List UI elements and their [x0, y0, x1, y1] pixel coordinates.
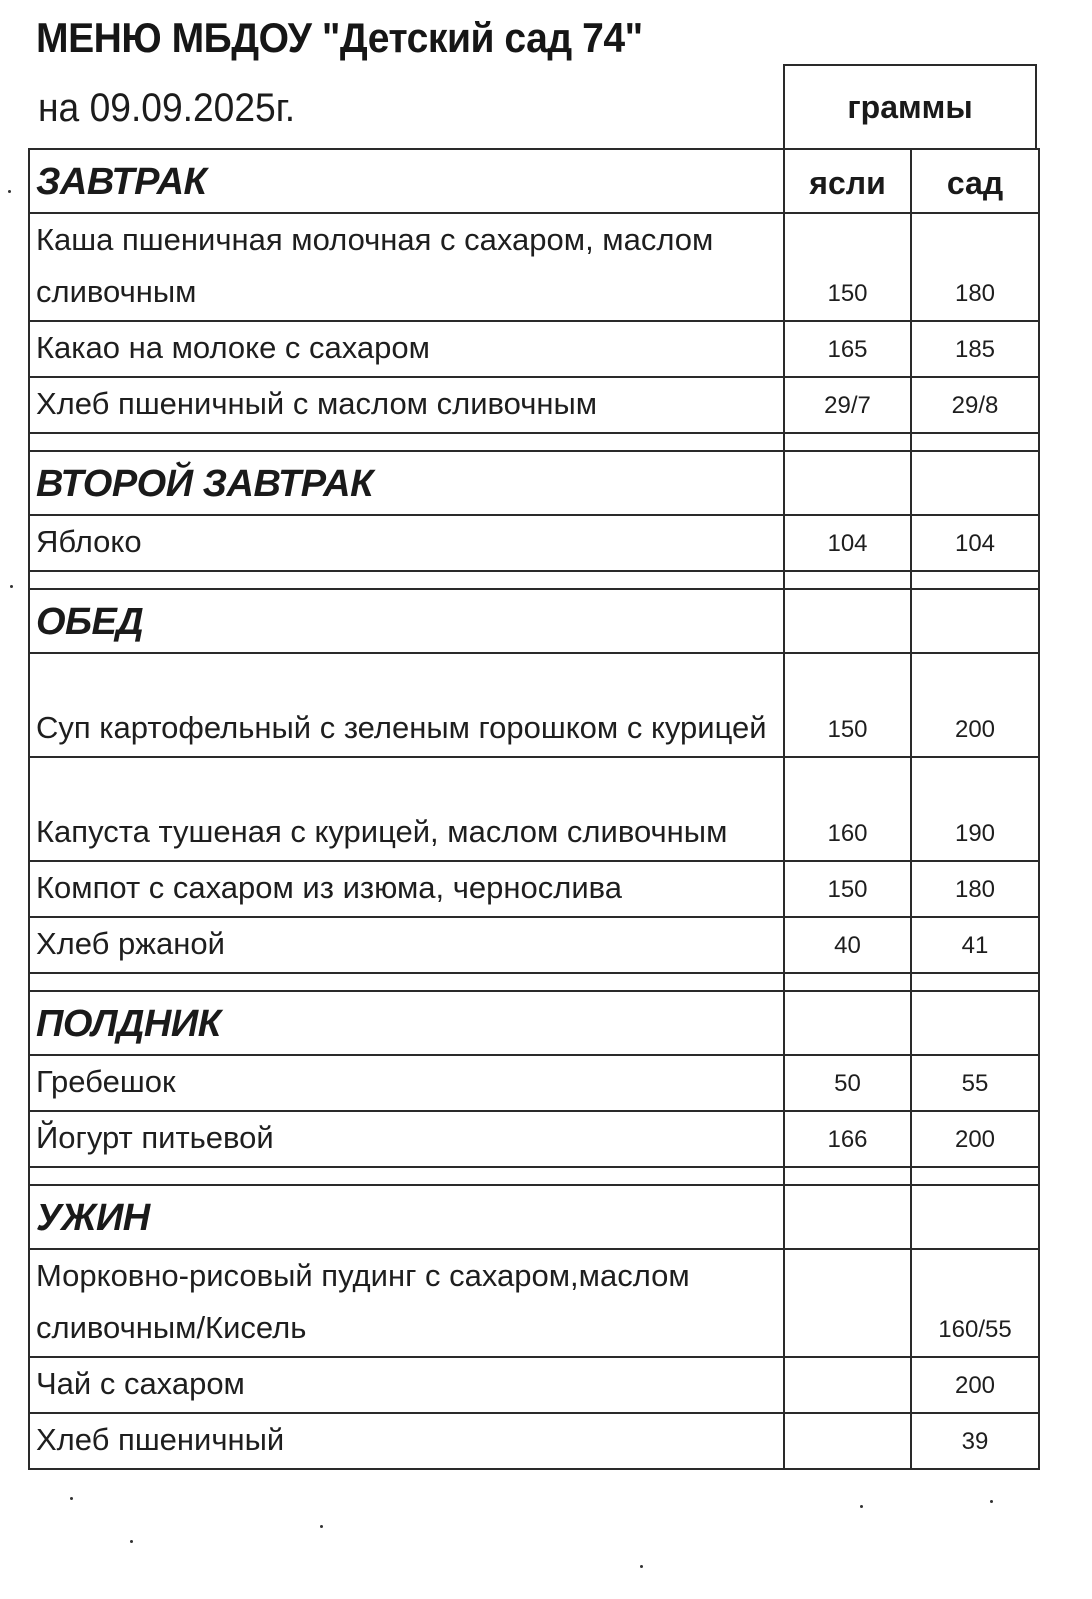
section-header-dinner	[29, 1185, 1039, 1249]
section-header-afternoon-snack	[29, 991, 1039, 1055]
dish-name: Суп картофельный с зеленым горошком с курицей	[29, 653, 784, 757]
spacer-row	[29, 973, 1039, 991]
table-row	[29, 321, 1039, 377]
nursery-grams: 40	[784, 917, 911, 973]
nursery-grams: 50	[784, 1055, 911, 1111]
kindergarten-grams: 104	[911, 515, 1039, 571]
nursery-grams: 166	[784, 1111, 911, 1167]
scan-speck	[10, 585, 13, 588]
kindergarten-grams: 200	[911, 1111, 1039, 1167]
table-row	[29, 1111, 1039, 1167]
section-title: ВТОРОЙ ЗАВТРАК	[29, 451, 784, 515]
kindergarten-grams: 29/8	[911, 377, 1039, 433]
kindergarten-grams: 180	[911, 861, 1039, 917]
menu-table	[28, 148, 1040, 1470]
document-title: МЕНЮ МБДОУ "Детский сад 74"	[36, 14, 643, 61]
kindergarten-grams: 160/55	[911, 1249, 1039, 1357]
scan-speck	[320, 1525, 323, 1528]
scan-speck	[8, 190, 11, 193]
section-title: УЖИН	[29, 1185, 784, 1249]
column-header-nursery: ясли	[784, 149, 911, 213]
nursery-grams: 29/7	[784, 377, 911, 433]
section-header-lunch	[29, 589, 1039, 653]
section-header-second-breakfast	[29, 451, 1039, 515]
nursery-grams: 150	[784, 213, 911, 321]
nursery-grams: 165	[784, 321, 911, 377]
scan-speck	[860, 1505, 863, 1508]
scan-speck	[70, 1497, 73, 1500]
dish-name: Чай с сахаром	[29, 1357, 784, 1413]
dish-name: Хлеб ржаной	[29, 917, 784, 973]
dish-name: Йогурт питьевой	[29, 1111, 784, 1167]
scan-speck	[130, 1540, 133, 1543]
table-row	[29, 757, 1039, 861]
nursery-grams: 104	[784, 515, 911, 571]
table-row	[29, 1357, 1039, 1413]
menu-date: на 09.09.2025г.	[38, 86, 296, 130]
scan-speck	[640, 1565, 643, 1568]
kindergarten-grams: 55	[911, 1055, 1039, 1111]
dish-name: Капуста тушеная с курицей, маслом сливочным	[29, 757, 784, 861]
dish-name: Яблоко	[29, 515, 784, 571]
unit-header: граммы	[783, 64, 1037, 148]
section-header-breakfast	[29, 149, 1039, 213]
dish-name: Хлеб пшеничный	[29, 1413, 784, 1469]
nursery-grams: 150	[784, 653, 911, 757]
kindergarten-grams: 185	[911, 321, 1039, 377]
kindergarten-grams: 180	[911, 213, 1039, 321]
table-row	[29, 213, 1039, 321]
nursery-grams: 150	[784, 861, 911, 917]
kindergarten-grams: 200	[911, 1357, 1039, 1413]
table-row	[29, 653, 1039, 757]
section-title: ОБЕД	[29, 589, 784, 653]
table-row	[29, 377, 1039, 433]
table-row	[29, 1055, 1039, 1111]
kindergarten-grams: 200	[911, 653, 1039, 757]
dish-name: Каша пшеничная молочная с сахаром, маслом сливочным	[29, 213, 784, 321]
table-row	[29, 1413, 1039, 1469]
nursery-grams	[784, 1413, 911, 1469]
table-row	[29, 917, 1039, 973]
section-title: ПОЛДНИК	[29, 991, 784, 1055]
spacer-row	[29, 1167, 1039, 1185]
kindergarten-grams: 39	[911, 1413, 1039, 1469]
table-row	[29, 515, 1039, 571]
kindergarten-grams: 190	[911, 757, 1039, 861]
nursery-grams	[784, 1357, 911, 1413]
dish-name: Морковно-рисовый пудинг с сахаром,маслом сливочным/Кисель	[29, 1249, 784, 1357]
kindergarten-grams: 41	[911, 917, 1039, 973]
dish-name: Какао на молоке с сахаром	[29, 321, 784, 377]
table-row	[29, 1249, 1039, 1357]
dish-name: Компот с сахаром из изюма, чернослива	[29, 861, 784, 917]
nursery-grams	[784, 1249, 911, 1357]
scan-speck	[990, 1500, 993, 1503]
section-title: ЗАВТРАК	[29, 149, 784, 213]
dish-name: Гребешок	[29, 1055, 784, 1111]
column-header-kindergarten: сад	[911, 149, 1039, 213]
nursery-grams: 160	[784, 757, 911, 861]
dish-name: Хлеб пшеничный с маслом сливочным	[29, 377, 784, 433]
spacer-row	[29, 433, 1039, 451]
table-row	[29, 861, 1039, 917]
spacer-row	[29, 571, 1039, 589]
